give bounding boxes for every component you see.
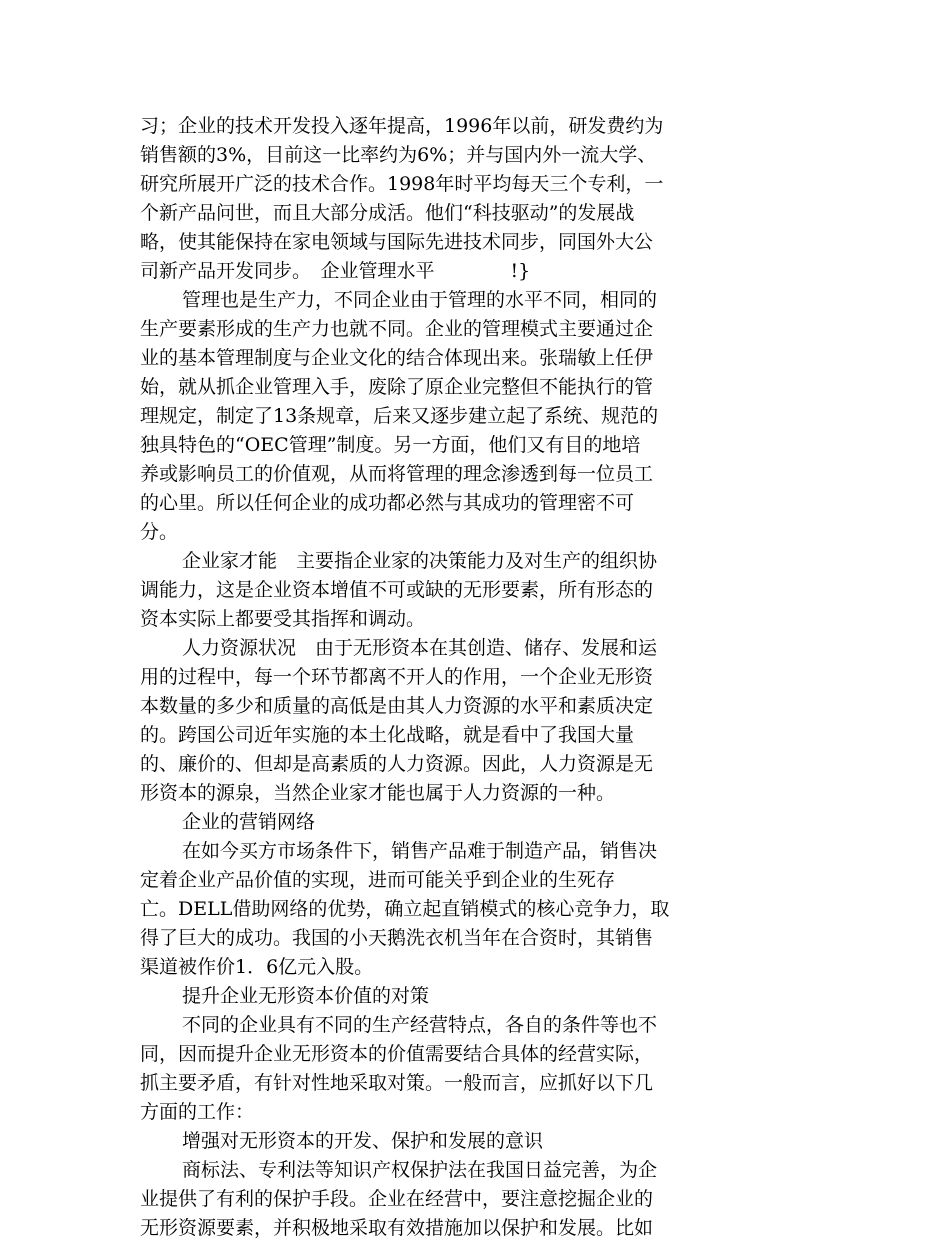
text-line: 的。跨国公司近年实施的本土化战略，就是看中了我国大量: [140, 724, 635, 746]
text-line: 形资本的源泉，当然企业家才能也属于人力资源的一种。: [140, 782, 616, 804]
text-line: 无形资源要素，并积极地采取有效措施加以保护和发展。比如: [140, 1217, 654, 1239]
text-line: 定着企业产品价值的实现，进而可能关乎到企业的生死存: [140, 869, 616, 891]
text-line: 研究所展开广泛的技术合作。1998年时平均每天三个专利，一: [140, 173, 664, 195]
text-line: 资本实际上都要受其指挥和调动。: [140, 608, 426, 630]
text-line: 抓主要矛盾，有针对性地采取对策。一般而言，应抓好以下几: [140, 1072, 654, 1094]
text-line: 略，使其能保持在家电领域与国际先进技术同步，同国外大公: [140, 231, 654, 253]
section-heading: 企业的营销网络: [182, 811, 316, 833]
text-line: 的心里。所以任何企业的成功都必然与其成功的管理密不可: [140, 492, 635, 514]
text-line: 始，就从抓企业管理入手，废除了原企业完整但不能执行的管: [140, 376, 654, 398]
text-line: 销售额的3%，目前这一比率约为6%；并与国内外一流大学、: [140, 144, 657, 166]
text-line: 亡。DELL借助网络的优势，确立起直销模式的核心竞争力，取: [140, 898, 670, 920]
paragraph-start-line: 不同的企业具有不同的生产经营特点，各自的条件等也不: [182, 1014, 658, 1036]
text-line: 用的过程中，每一个环节都离不开人的作用，一个企业无形资: [140, 666, 654, 688]
text-line: 分。: [140, 521, 179, 543]
section-heading: 提升企业无形资本价值的对策: [182, 985, 430, 1007]
document-body: [140, 112, 750, 1243]
text-line: 业的基本管理制度与企业文化的结合体现出来。张瑞敏上任伊: [140, 347, 654, 369]
text-line: 方面的工作：: [140, 1101, 255, 1123]
text-line: 个新产品问世，而且大部分成活。他们“科技驱动”的发展战: [140, 202, 635, 224]
text-line: 同，因而提升企业无形资本的价值需要结合具体的经营实际，: [140, 1043, 654, 1065]
text-line: 司新产品开发同步。 企业管理水平 !}: [140, 260, 531, 282]
paragraph-start-line: 商标法、专利法等知识产权保护法在我国日益完善，为企: [182, 1159, 658, 1181]
text-line: 养或影响员工的价值观，从而将管理的理念渗透到每一位员工: [140, 463, 654, 485]
paragraph-start-line: 在如今买方市场条件下，销售产品难于制造产品，销售决: [182, 840, 658, 862]
text-line: 独具特色的“OEC管理”制度。另一方面，他们又有目的地培: [140, 434, 641, 456]
paragraph-start-line: 企业家才能 主要指企业家的决策能力及对生产的组织协: [182, 550, 658, 572]
text-line: 业提供了有利的保护手段。企业在经营中，要注意挖掘企业的: [140, 1188, 654, 1210]
text-line: 生产要素形成的生产力也就不同。企业的管理模式主要通过企: [140, 318, 654, 340]
paragraph-start-line: 管理也是生产力，不同企业由于管理的水平不同，相同的: [182, 289, 658, 311]
text-line: 得了巨大的成功。我国的小天鹅洗衣机当年在合资时，其销售: [140, 927, 654, 949]
text-line: 调能力，这是企业资本增值不可或缺的无形要素，所有形态的: [140, 579, 654, 601]
text-line: 的、廉价的、但却是高素质的人力资源。因此，人力资源是无: [140, 753, 654, 775]
text-line: 渠道被作价1．6亿元入股。: [140, 956, 374, 978]
text-line: 习；企业的技术开发投入逐年提高，1996年以前，研发费约为: [140, 115, 664, 137]
section-heading: 增强对无形资本的开发、保护和发展的意识: [182, 1130, 544, 1152]
text-line: 本数量的多少和质量的高低是由其人力资源的水平和素质决定: [140, 695, 654, 717]
text-line: 理规定，制定了13条规章，后来又逐步建立起了系统、规范的: [140, 405, 659, 427]
paragraph-start-line: 人力资源状况 由于无形资本在其创造、储存、发展和运: [182, 637, 658, 659]
